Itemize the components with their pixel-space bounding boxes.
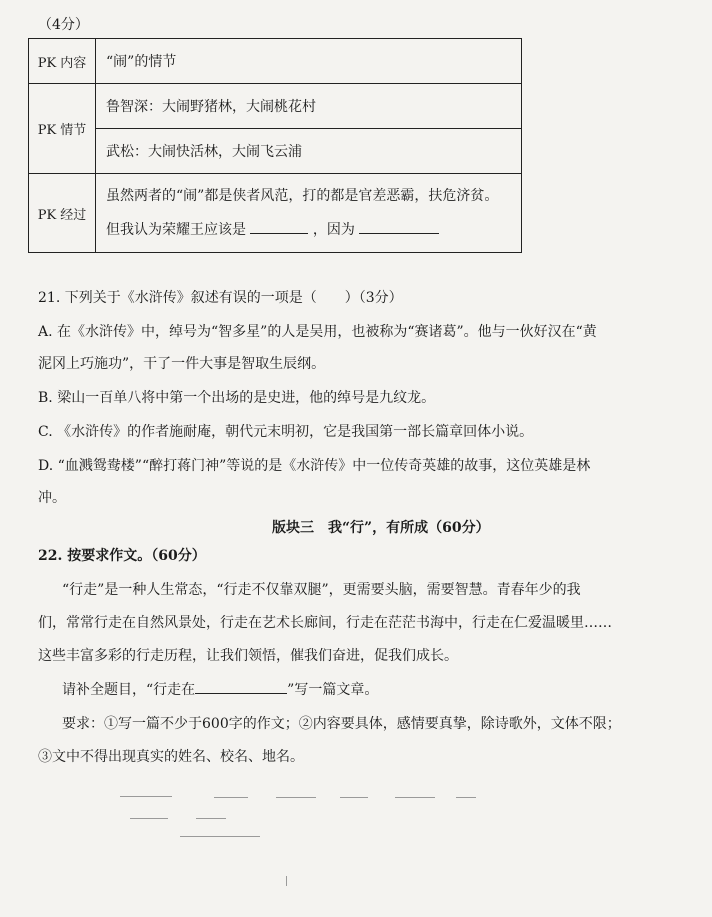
q22-p2	[62, 679, 378, 699]
pk-row-content	[29, 39, 522, 84]
bleed-through-line	[340, 797, 368, 798]
pk-process-line1: 虽然两者的“闹”都是侠者风范，打的都是官差恶霸，扶危济贫。	[106, 188, 499, 204]
pk-plot-wu: 武松：大闹快活林，大闹飞云浦	[96, 129, 522, 174]
top-score: （4分）	[38, 17, 89, 33]
bleed-through-line	[395, 797, 435, 798]
pk-table	[28, 38, 522, 253]
bleed-through-line	[180, 836, 260, 837]
q22-p1-line2: 们，常常行走在自然风景处，行走在艺术长廊间，行走在茫茫书海中，行走在仁爱温暖里……	[38, 615, 612, 631]
pk-process-label: PK 经过	[29, 174, 96, 253]
bleed-through-line	[130, 818, 168, 819]
bleed-through-line	[196, 818, 226, 819]
q21-stem: 21. 下列关于《水浒传》叙述有误的一项是（ ）（3分）	[38, 290, 403, 306]
q22-stem: 22. 按要求作文。（60分）	[38, 548, 206, 564]
pk-process-line2	[106, 213, 511, 247]
answer-blank-king[interactable]	[250, 221, 308, 234]
pk-plot-label: PK 情节	[29, 84, 96, 174]
pk-process-cell	[96, 174, 522, 253]
q21-option-c: C. 《水浒传》的作者施耐庵，朝代元末明初，它是我国第一部长篇章回体小说。	[38, 424, 534, 440]
bleed-through-line	[214, 797, 248, 798]
q22-p2-b: ”写一篇文章。	[287, 682, 379, 698]
pk-row-plot-wu	[29, 129, 522, 174]
bleed-through-line	[120, 796, 172, 797]
bleed-through-line	[456, 797, 476, 798]
title-blank[interactable]	[195, 681, 287, 694]
pk-process-line2-a: 但我认为荣耀王应该是	[106, 222, 246, 238]
pk-content-label: PK 内容	[29, 39, 96, 84]
q21-option-d-line1: D. “血溅鸳鸯楼”“醉打蒋门神”等说的是《水浒传》中一位传奇英雄的故事，这位英雄是林	[38, 458, 591, 474]
section3-title: 版块三 我“行”，有所成（60分）	[272, 520, 490, 536]
answer-blank-reason[interactable]	[359, 221, 439, 234]
q21-option-d-line2: 冲。	[38, 490, 66, 506]
pk-row-plot-lu	[29, 84, 522, 129]
q22-p2-a: 请补全题目，“行走在	[62, 682, 196, 698]
q21-option-b: B. 梁山一百单八将中第一个出场的是史进，他的绰号是九纹龙。	[38, 390, 436, 406]
q21-option-a-line2: 泥冈上巧施功”，干了一件大事是智取生辰纲。	[38, 356, 326, 372]
q22-p1-line1: “行走”是一种人生常态，“行走不仅靠双腿”，更需要头脑，需要智慧。青春年少的我	[62, 582, 581, 598]
pk-content-value: “闹”的情节	[96, 39, 522, 84]
pk-row-process	[29, 174, 522, 253]
q22-p1-line3: 这些丰富多彩的行走历程，让我们领悟，催我们奋进，促我们成长。	[38, 648, 458, 664]
bleed-through-mark	[286, 876, 287, 886]
q21-option-a-line1: A. 在《水浒传》中，绰号为“智多星”的人是吴用，也被称为“赛诸葛”。他与一伙好汉在“黄	[38, 324, 597, 340]
q22-req-line1: 要求：①写一篇不少于600字的作文；②内容要具体，感情要真挚，除诗歌外，文体不限；	[62, 716, 621, 732]
bleed-through-line	[276, 797, 316, 798]
pk-process-line2-b: ，因为	[312, 222, 355, 238]
q22-req-line2: ③文中不得出现真实的姓名、校名、地名。	[38, 749, 304, 765]
pk-plot-lu: 鲁智深：大闹野猪林，大闹桃花村	[96, 84, 522, 129]
